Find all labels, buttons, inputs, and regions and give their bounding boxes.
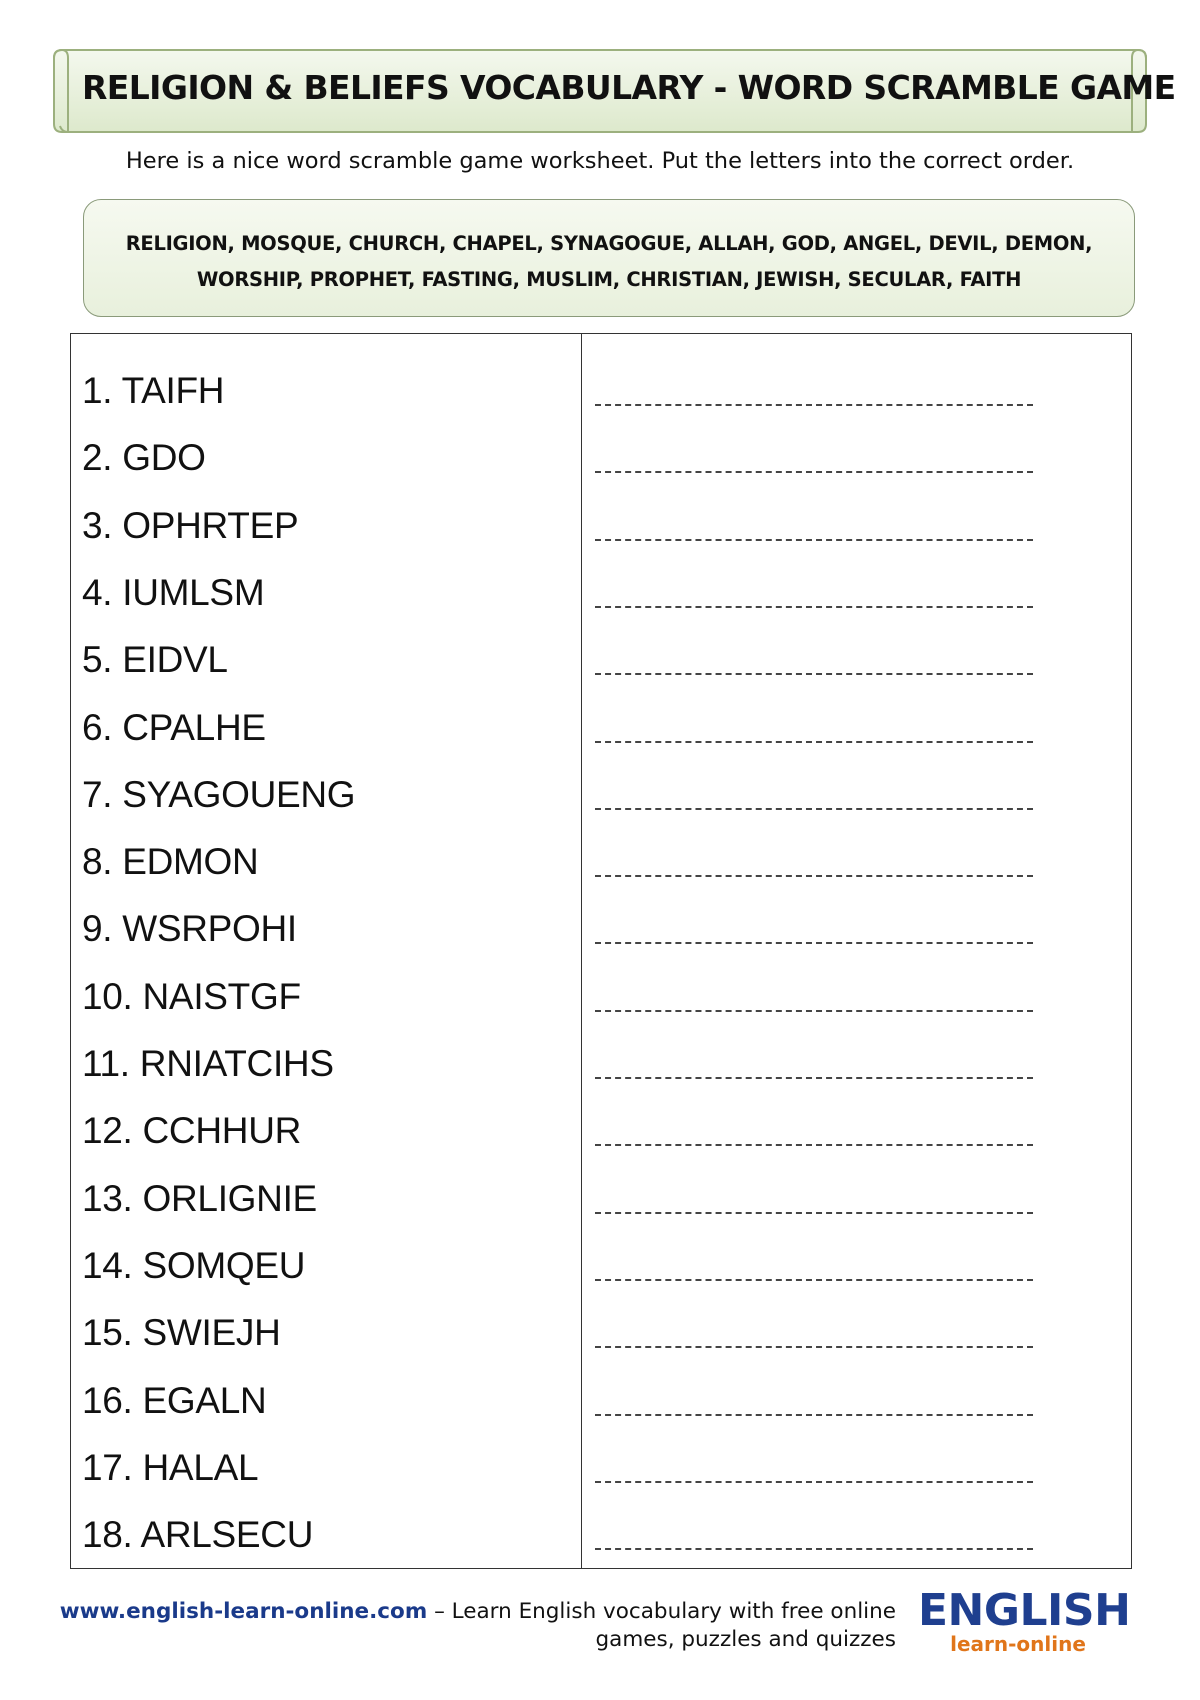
puzzle-row [71, 1441, 1131, 1508]
answer-line[interactable] [595, 471, 1033, 473]
scrambled-word: 1. TAIFH [82, 370, 225, 411]
puzzle-row [71, 768, 1131, 835]
scrambled-word: 5. EIDVL [82, 639, 228, 681]
scrambled-word: 7. SYAGOUENG [82, 773, 356, 815]
puzzle-row [71, 1508, 1131, 1575]
word-bank-text [104, 226, 1114, 298]
answer-line[interactable] [595, 741, 1033, 743]
intro-text: Here is a nice word scramble game worksheet. Put the letters into the correct order. [125, 148, 1075, 174]
answer-line[interactable] [595, 808, 1033, 810]
answer-line[interactable] [595, 539, 1033, 541]
answer-line[interactable] [595, 1279, 1033, 1281]
puzzle-row [71, 701, 1131, 768]
brand-logo [918, 1585, 1131, 1660]
puzzle-row [71, 499, 1131, 566]
scrambled-word: 3. OPHRTEP [82, 504, 299, 546]
website-link[interactable]: www.english-learn-online.com [59, 1599, 428, 1624]
scrambled-word: 13. ORLIGNIE [82, 1177, 317, 1219]
page-title: RELIGION & BELIEFS VOCABULARY - WORD SCRAMBLE GAME [82, 68, 1176, 107]
logo-sub-text: learn-online [950, 1632, 1086, 1656]
answer-line[interactable] [595, 1548, 1033, 1550]
answer-line[interactable] [595, 606, 1033, 608]
footer-line-1 [50, 1598, 896, 1626]
puzzle-row [71, 633, 1131, 700]
puzzle-row [71, 1172, 1131, 1239]
scrambled-word: 16. EGALN [82, 1379, 267, 1421]
footer-tagline-1: – Learn English vocabulary with free online [427, 1599, 896, 1624]
puzzle-row [71, 970, 1131, 1037]
logo-main-text: ENGLISH [918, 1585, 1131, 1636]
scrambled-word: 4. IUMLSM [82, 571, 265, 613]
puzzle-row [71, 1104, 1131, 1171]
answer-line[interactable] [595, 875, 1033, 877]
word-bank-line-2: WORSHIP, PROPHET, FASTING, MUSLIM, CHRISTIAN, JEWISH, SECULAR, FAITH [196, 268, 1022, 291]
scrambled-word: 9. WSRPOHI [82, 908, 297, 950]
answer-line[interactable] [595, 1077, 1033, 1079]
footer [50, 1598, 896, 1654]
footer-tagline-2: games, puzzles and quizzes [595, 1627, 896, 1652]
title-banner [52, 46, 1176, 136]
scrambled-word: 2. GDO [82, 437, 206, 479]
scrambled-word: 14. SOMQEU [82, 1244, 306, 1286]
answer-line[interactable] [595, 1481, 1033, 1483]
puzzle-row [71, 835, 1131, 902]
puzzle-row [71, 566, 1131, 633]
puzzle-row [71, 902, 1131, 969]
answer-line[interactable] [595, 404, 1033, 406]
scrambled-word: 17. HALAL [82, 1446, 259, 1488]
puzzle-row [71, 1037, 1131, 1104]
scrambled-word: 15. SWIEJH [82, 1312, 281, 1354]
answer-line[interactable] [595, 1010, 1033, 1012]
answer-line[interactable] [595, 1346, 1033, 1348]
puzzle-table [70, 333, 1132, 1569]
scrambled-word: 18. ARLSECU [82, 1514, 314, 1556]
puzzle-row [71, 431, 1131, 498]
word-bank-line-1: RELIGION, MOSQUE, CHURCH, CHAPEL, SYNAGOGUE, ALLAH, GOD, ANGEL, DEVIL, DEMON, [125, 232, 1093, 255]
answer-line[interactable] [595, 1414, 1033, 1416]
answer-line[interactable] [595, 942, 1033, 944]
word-bank [83, 199, 1135, 317]
answer-line[interactable] [595, 1212, 1033, 1214]
answer-line[interactable] [595, 673, 1033, 675]
scrambled-word: 11. RNIATCIHS [82, 1043, 334, 1084]
answer-line[interactable] [595, 1144, 1033, 1146]
puzzle-row [71, 1306, 1131, 1373]
scrambled-word: 10. NAISTGF [82, 975, 301, 1017]
puzzle-row [71, 1239, 1131, 1306]
scrambled-word: 6. CPALHE [82, 706, 266, 748]
scrambled-word: 12. CCHHUR [82, 1110, 302, 1152]
puzzle-row [71, 1374, 1131, 1441]
scrambled-word: 8. EDMON [82, 841, 259, 883]
puzzle-row [71, 364, 1131, 431]
